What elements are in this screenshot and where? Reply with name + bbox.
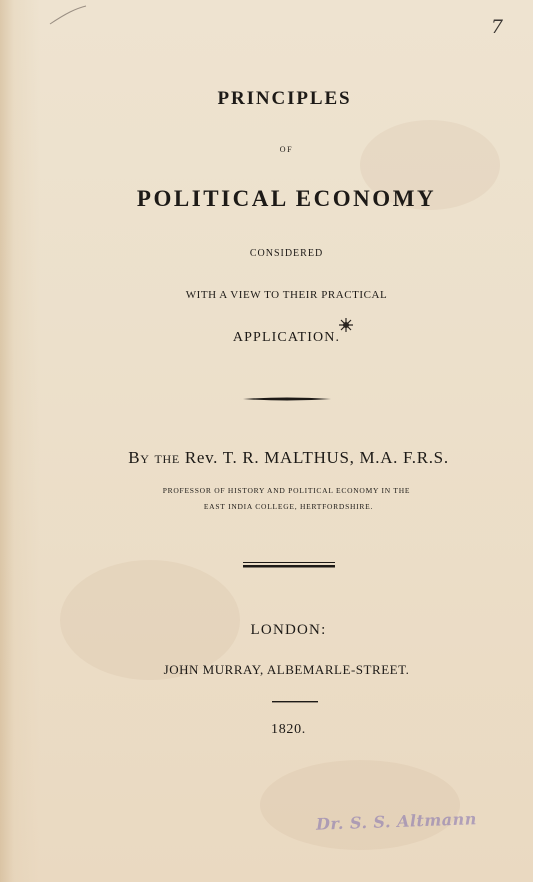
library-stamp: Dr. S. S. Altmann <box>315 809 478 834</box>
double-rule <box>243 562 335 568</box>
imprint-year: 1820. <box>271 722 306 737</box>
paper-stain <box>260 760 460 850</box>
author-role-line2: EAST INDIA COLLEGE, HERTFORDSHIRE. <box>203 502 374 511</box>
title-principles: PRINCIPLES <box>217 88 352 109</box>
author-name: Rev. T. R. MALTHUS, M.A. F.R.S. <box>184 448 449 467</box>
ornamental-rule <box>243 397 331 401</box>
title-of: OF <box>279 145 294 154</box>
title-political-economy: POLITICAL ECONOMY <box>136 186 437 211</box>
pencil-mark <box>48 4 88 26</box>
author-role-line1: PROFESSOR OF HISTORY AND POLITICAL ECONOMY IN THE <box>162 486 411 495</box>
subtitle-view: WITH A VIEW TO THEIR PRACTICAL <box>185 289 388 301</box>
short-rule <box>272 701 318 703</box>
imprint-city: LONDON: <box>250 622 327 638</box>
subtitle-considered: CONSIDERED <box>249 248 324 259</box>
author-by: By the <box>128 448 180 467</box>
imprint-publisher: JOHN MURRAY, ALBEMARLE-STREET. <box>163 662 410 677</box>
subtitle-application: APPLICATION. <box>232 330 341 345</box>
author-line <box>22 448 533 468</box>
page-number: 7 <box>490 16 503 38</box>
ink-blot-icon <box>339 318 353 332</box>
